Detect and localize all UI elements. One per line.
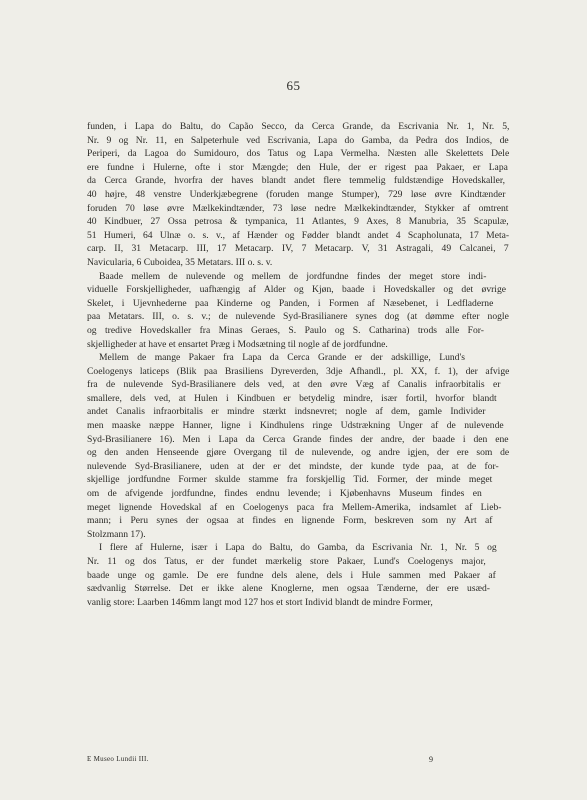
page-footer bbox=[87, 755, 509, 767]
paragraph bbox=[87, 541, 509, 609]
text-line: Baade mellem de nulevende og mellem de jordfundne findes der meget store indi- bbox=[99, 270, 487, 282]
text-line: og tredive Hovedskaller fra Minas Geraes, S. Paulo og S. Catharina) trods alle For- bbox=[87, 324, 484, 336]
text-line: andet Canalis infraorbitalis er mindre stærkt indsnevret; nogle af dem, gamle Individer bbox=[87, 406, 486, 418]
text-line: Nr. 11 og dos Tatus, er der fundet mærkelig store Pakaer, Lund's Coelogenys major, bbox=[87, 556, 486, 567]
text-line: skjellige jordfundne Former skulde stamme fra forskjellig Tid. Former, der minde meget bbox=[87, 474, 493, 486]
paragraph bbox=[87, 351, 509, 541]
text-line: men maaske næppe Hanner, ligne i Kindhulens ringe Udstrækning Unger af de nulevende bbox=[87, 420, 504, 432]
paragraph bbox=[87, 270, 509, 352]
footer-signature: E Museo Lundii III. bbox=[87, 755, 149, 763]
text-line: da Cerca Grande, hvorfra der haves blandt andet flere temmelig fuldstændige Hovedskaller, bbox=[87, 175, 506, 187]
text-line: 51 Humeri, 64 Ulnæ o. s. v., af Hænder og Fødder blandt andet 4 Scapholunata, 17 Meta- bbox=[87, 229, 509, 241]
text-line: Skelet, i Ujevnhederne paa Kinderne og Panden, i Formen af Næsebenet, i Ledfladerne bbox=[87, 297, 494, 309]
text-line: smallere, dels ved, at Hulen i Kindbuen er betydelig mindre, især fortil, hvorfor blandt bbox=[87, 392, 497, 404]
text-line: paa Metatars. III, o. s. v.; de nulevende Syd-Brasilianere synes dog (at dømme efter nogle bbox=[87, 311, 509, 323]
text-line: Nr. 9 og Nr. 11, en Salpeterhule ved Escrivania, Lapa do Gamba, da Pedra dos Indios, de bbox=[87, 134, 509, 146]
text-line: viduelle Forskjelligheder, uafhængig af Alder og Kjøn, baade i Hovedskaller og det øvrige bbox=[87, 284, 507, 296]
text-line: baade unge og gamle. De ere fundne dels alene, dels i Hule sammen med Pakaer af bbox=[87, 569, 496, 581]
text-line: Coelogenys laticeps (Blik paa Brasiliens Dyreverden, 3dje Afhandl., pl. XX, f. 1), der afvige bbox=[87, 365, 509, 377]
text-line: ere fundne i Hulerne, ofte i stor Mængde; den Hule, der er rigest paa Pakaer, er Lapa bbox=[87, 161, 508, 173]
page-number: 65 bbox=[286, 78, 301, 93]
text-line: I flere af Hulerne, især i Lapa do Baltu, do Gamba, da Escrivania Nr. 1, Nr. 5 og bbox=[99, 542, 497, 554]
text-line: sædvanlig Størrelse. Det er ikke alene Knoglerne, men ogsaa Tænderne, der ere usæd- bbox=[87, 583, 490, 595]
text-line: nulevende Syd-Brasilianere, uden at der er det mindste, der kunde tyde paa, at de for- bbox=[87, 460, 499, 472]
text-line: 40 højre, 48 venstre Underkjæbegrene (foruden mange Stumper), 729 løse øvre Kindtænder bbox=[87, 188, 506, 200]
text-line: Periperi, da Lagoa do Sumidouro, dos Tatus og Lapa Vermelha. Næsten alle Skelettets Dele bbox=[87, 148, 509, 160]
text-line: funden, i Lapa do Baltu, do Capão Secco, da Cerca Grande, da Escrivania Nr. 1, Nr. 5, bbox=[87, 121, 509, 132]
text-line: foruden 70 løse øvre Mælkekindtænder, 73 løse nedre Mælkekindtænder, Stykker af omtrent bbox=[87, 202, 509, 214]
text-line: skjelligheder at have et ensartet Præg i Modsætning til nogle af de jordfundne. bbox=[87, 338, 388, 350]
text-line: om de afvigende jordfundne, findes endnu levende; i Kjøbenhavns Museum findes en bbox=[87, 488, 482, 500]
text-line: vanlig store: Laarben 146mm langt mod 127 hos et stort Individ blandt de mindre Former, bbox=[87, 596, 433, 608]
text-line: Navicularia, 6 Cuboidea, 35 Metatars. III o. s. v. bbox=[87, 256, 273, 268]
text-line: fra de nulevende Syd-Brasilianere dels ved, at den øvre Væg af Canalis infraorbitalis er bbox=[87, 379, 501, 391]
text-line: 40 Kindbuer, 27 Ossa petrosa & tympanica, 11 Atlantes, 9 Axes, 8 Manubria, 35 Scapulæ, bbox=[87, 216, 509, 228]
text-line: Mellem de mange Pakaer fra Lapa da Cerca Grande er der adskillige, Lund's bbox=[99, 352, 465, 364]
text-line: carp. II, 31 Metacarp. III, 17 Metacarp. IV, 7 Metacarp. V, 31 Astragali, 49 Calcanei, 7 bbox=[87, 243, 509, 255]
text-line: mann; i Peru synes der ogsaa at findes en lignende Form, beskreven som ny Art af bbox=[87, 515, 493, 527]
footer-sheet-number: 9 bbox=[429, 755, 433, 764]
text-line: Syd-Brasilianere 16). Men i Lapa da Cerca Grande findes der andre, der baade i den ene bbox=[87, 433, 509, 445]
body-text bbox=[87, 120, 509, 609]
text-line: og den anden Henseende gjøre Overgang til de nulevende, og andre igjen, der ere som de bbox=[87, 447, 509, 459]
paragraph bbox=[87, 120, 509, 270]
text-line: meget lignende Hovedskal af en Coelogenys paca fra Mellem-Amerika, indsamlet af Lieb- bbox=[87, 501, 502, 513]
text-line: Stolzmann 17). bbox=[87, 528, 146, 540]
